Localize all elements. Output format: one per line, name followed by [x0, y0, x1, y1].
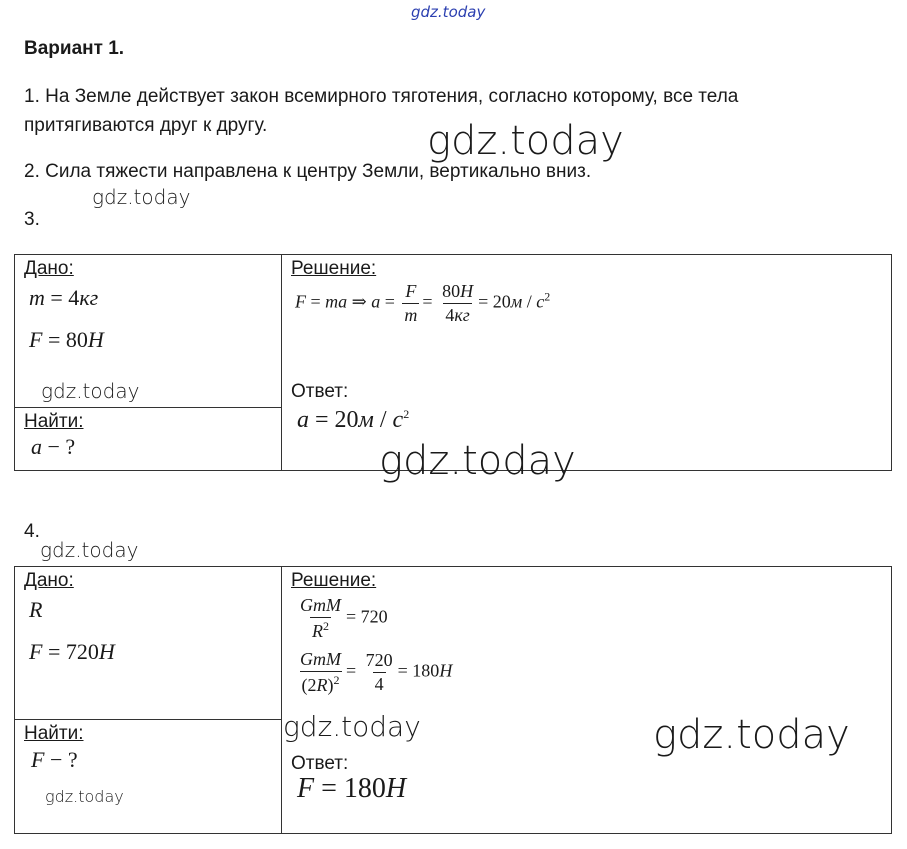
answer-value: F = 180H	[297, 773, 407, 804]
question-2: 2. Сила тяжести направлена к центру Земли, вертикально вниз.	[24, 161, 592, 182]
given-force: F = 720H	[29, 639, 115, 664]
watermark-small: gdz.today	[45, 787, 124, 806]
question-3-number: 3.	[24, 209, 40, 230]
question-1-line-1: 1. На Земле действует закон всемирного тяготения, согласно которому, все тела	[24, 86, 739, 107]
answer-header: Ответ:	[291, 381, 349, 402]
find-acceleration: a − ?	[31, 434, 76, 459]
watermark-top: gdz.today	[411, 3, 486, 21]
given-force: F = 80H	[29, 327, 104, 352]
given-header: Дано:	[24, 258, 74, 279]
watermark-large: gdz.today	[379, 438, 576, 484]
answer-value: $a = 20м / c^2$	[297, 407, 410, 433]
given-header: Дано:	[24, 570, 74, 591]
watermark-small: gdz.today	[92, 185, 191, 209]
solution-header: Решение:	[291, 258, 377, 279]
find-header: Найти:	[24, 411, 84, 432]
find-header: Найти:	[24, 723, 84, 744]
watermark-small: gdz.today	[40, 538, 139, 562]
solution-step-1: $\frac{\text{GmM}}{R^2}$ = 720	[300, 595, 388, 641]
question-1-line-2: притягиваются друг к другу.	[24, 115, 268, 136]
question-4-number: 4.	[24, 521, 40, 542]
problem-4-table	[14, 566, 892, 834]
find-force: F − ?	[31, 747, 78, 772]
watermark-large: gdz.today	[427, 118, 624, 164]
solution-header: Решение:	[291, 570, 377, 591]
given-radius: R	[29, 597, 43, 622]
solution-step-2: $\frac{\text{GmM}}{(2R)^2}$ = $\frac{720}{4}$ = 180H	[300, 649, 453, 695]
given-mass: m = 4кг	[29, 285, 99, 310]
watermark-medium: gdz.today	[283, 710, 421, 743]
page-title: Вариант 1.	[24, 38, 125, 59]
watermark-small: gdz.today	[41, 379, 140, 403]
watermark-large: gdz.today	[653, 712, 850, 758]
problem-3-table	[14, 254, 892, 484]
answer-header: Ответ:	[291, 753, 349, 774]
solution-formula: F = ma ⇒ a = $\frac{F}{m}$ = $\frac{80H}{4кг}$ = $20м / c^2$	[295, 281, 551, 325]
